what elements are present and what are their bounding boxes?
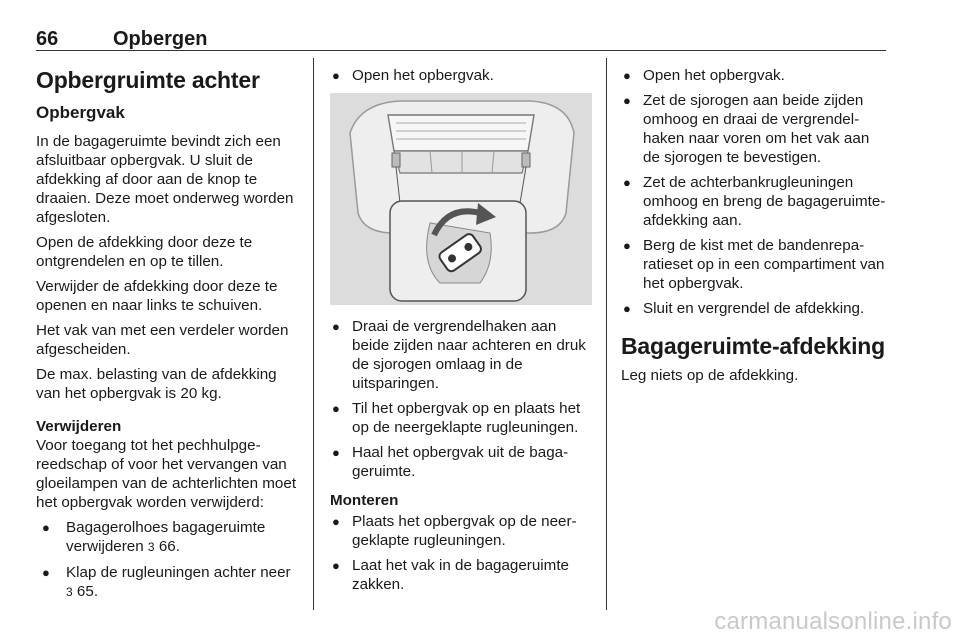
list-item (36, 518, 298, 557)
mount-continued-list (621, 66, 887, 318)
column-divider-2 (606, 58, 607, 610)
remove-heading: Verwijderen (36, 418, 122, 435)
watermark: carmanualsonline.info (714, 608, 952, 635)
remove-bullet-list (36, 518, 298, 602)
storage-compartment-illustration (330, 93, 592, 305)
chapter-title: Opbergen (113, 28, 208, 50)
remove-text: Voor toegang tot het pechhulpgereedschap of voor het vervangen van gloeilampen van de achterlichten moet het opbergvak worden verwijderd: (36, 437, 297, 511)
section-title: Opbergruimte achter (36, 67, 260, 93)
page-ref-arrow-icon: 3 (66, 585, 73, 599)
list-item-text: Klap de rugleuningen achter neer (66, 564, 291, 581)
page-number: 66 (36, 28, 59, 50)
list-item: ● Berg de kist met de bandenreparatieset op in een compartiment van het opbergvak. (621, 236, 887, 293)
column-divider-1 (313, 58, 314, 610)
list-item: ● Open het opbergvak. (330, 66, 592, 85)
page-ref-link[interactable]: 66. (158, 538, 180, 555)
open-bullet-list (330, 66, 592, 85)
paragraph: Leg niets op de afdekking. (621, 367, 799, 384)
list-item: ● Open het opbergvak. (621, 66, 887, 85)
paragraph: Verwijder de afdekking door deze te openen en naar links te schuiven. (36, 278, 278, 314)
list-item: ● Sluit en vergrendel de afdekking. (621, 299, 887, 318)
list-item: ● Zet de achterbankrugleuningen omhoog en breng de bagageruimte-afdekking aan. (621, 173, 887, 230)
paragraph: Open de afdekking door deze te ontgrendelen en op te tillen. (36, 234, 253, 270)
paragraph: De max. belasting van de afdekking van het opbergvak is 20 kg. (36, 366, 277, 402)
list-item: ● Til het opbergvak op en plaats het op de neergeklapte rugleuningen. (330, 399, 592, 437)
paragraph: Het vak van met een verdeler worden afgescheiden. (36, 322, 289, 358)
remove-steps-list (330, 317, 592, 481)
page-header (36, 28, 886, 50)
list-item: ● Plaats het opbergvak op de neergeklapte rugleuningen. (330, 512, 592, 550)
column-3 (621, 62, 887, 391)
mount-heading: Monteren (330, 492, 399, 509)
storage-compartment-drawing (330, 93, 592, 305)
list-item (36, 563, 298, 602)
list-item: ● Laat het vak in de bagageruimte zakken. (330, 556, 592, 594)
list-item: ● Haal het opbergvak uit de bagageruimte. (330, 443, 592, 481)
list-item: ● Draai de vergrendelhaken aan beide zijden naar achteren en druk de sjorogen omlaag in de uitsparingen. (330, 317, 592, 393)
section-title-cover: Bagageruimte-afdekking (621, 333, 885, 359)
column-1 (36, 62, 298, 610)
paragraph: In de bagageruimte bevindt zich een afsluitbaar opbergvak. U sluit de afdekking af door aan de knop te draaien. Deze moet onderweg worden afgesloten. (36, 133, 294, 226)
column-2 (330, 62, 592, 602)
header-rule (36, 50, 886, 51)
page-ref-link[interactable]: 65. (76, 583, 99, 600)
page-ref-arrow-icon: 3 (147, 540, 155, 554)
subsection-title: Opbergvak (36, 103, 125, 122)
list-item: ● Zet de sjorogen aan beide zijden omhoog en draai de vergrendelhaken naar voren om het vak aan de sjorogen te bevestigen. (621, 91, 887, 167)
list-item-text: Bagagerolhoes bagageruimte verwijderen (66, 519, 266, 555)
mount-steps-list (330, 512, 592, 594)
